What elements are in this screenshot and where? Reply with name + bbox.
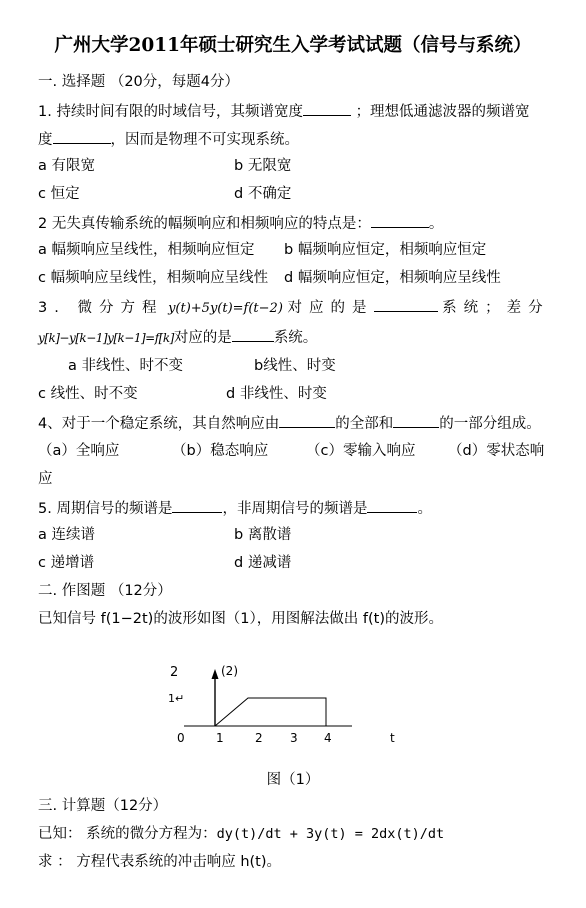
answer-blank[interactable]	[279, 412, 335, 428]
option-d: d 幅频响应恒定，相频响应呈线性	[284, 270, 501, 286]
option-b: b线性、时变	[254, 358, 336, 374]
q5-text-a: 5. 周期信号的频谱是	[38, 501, 173, 517]
option-b: b 离散谱	[234, 527, 292, 543]
question-3	[38, 296, 560, 319]
waveform-figure	[166, 656, 406, 751]
answer-blank[interactable]	[393, 412, 439, 428]
option-d: d 递减谱	[234, 555, 292, 571]
q3-text-b: 对应的是	[287, 300, 374, 316]
ask-text: 方程代表系统的冲击响应 h(t)。	[76, 854, 282, 870]
question-3-cont	[38, 326, 560, 348]
option-c: c 幅频响应呈线性，相频响应呈线性	[38, 270, 269, 286]
answer-blank[interactable]	[53, 128, 111, 144]
option-c: c 恒定	[38, 186, 80, 202]
x-axis-label: t	[390, 731, 395, 745]
option-a: a 幅频响应呈线性，相频响应恒定	[38, 242, 255, 258]
answer-blank[interactable]	[374, 296, 438, 312]
question-1-cont	[38, 128, 560, 150]
question-6: 已知信号 f(1−2t)的波形如图（1），用图解法做出 f(t)的波形。	[38, 611, 443, 627]
x-tick: 0	[177, 731, 185, 745]
option-a: a 非线性、时不变	[68, 358, 183, 374]
q1-text-a: 1. 持续时间有限的时域信号，其频谱宽度	[38, 104, 303, 120]
option-d: d 非线性、时变	[226, 386, 327, 402]
question-4	[38, 412, 560, 434]
question-7-ask	[38, 852, 560, 872]
q3-text-a: 3. 微分方程	[38, 300, 164, 316]
x-tick: 1	[216, 731, 224, 745]
q1-text-d: ，因而是物理不可实现系统。	[110, 132, 299, 148]
q5-text-b: ，非周期信号的频谱是	[222, 501, 368, 517]
q2-text-a: 2 无失真传输系统的幅频响应和相频响应的特点是：	[38, 216, 371, 232]
difference-equation: y[k]−y[k−1]y[k−1]=f[k]	[38, 331, 174, 345]
ask-label: 求 ：	[38, 854, 72, 870]
exam-title: 广州大学2011年硕士研究生入学考试试题（信号与系统）	[54, 35, 532, 56]
option-c: c 递增谱	[38, 555, 95, 571]
q3-text-d: 对应的是	[173, 330, 232, 346]
section-3-heading: 三. 计算题（12分）	[38, 798, 168, 814]
option-d-cont: 应	[38, 471, 53, 487]
q4-options-cont	[38, 469, 560, 489]
q4-text-a: 4、对于一个稳定系统，其自然响应由	[38, 416, 280, 432]
question-5	[38, 497, 560, 519]
option-a: （a）全响应	[38, 443, 120, 459]
answer-blank[interactable]	[172, 497, 222, 513]
figure-caption: 图（1）	[266, 772, 320, 788]
q3-text-e: 系统。	[273, 330, 318, 346]
q4-text-b: 的全部和	[335, 416, 394, 432]
x-tick: 4	[324, 731, 332, 745]
answer-blank[interactable]	[367, 497, 417, 513]
option-a: a 连续谱	[38, 527, 95, 543]
differential-equation: y(t)+5y(t)=f(t−2)	[168, 301, 283, 316]
q5-text-c: 。	[417, 501, 432, 517]
q3-text-c: 系统；差分	[442, 300, 550, 316]
waveform-line	[215, 698, 326, 726]
option-b: b 幅频响应恒定，相频响应恒定	[284, 242, 487, 258]
y-tick-2: 2	[170, 665, 179, 680]
q2-text-b: 。	[428, 216, 444, 232]
q4-text-c: 的一部分组成。	[439, 416, 541, 432]
impulse-arrow	[212, 669, 219, 679]
q1-text-c: 度	[38, 132, 53, 148]
answer-blank[interactable]	[303, 100, 351, 116]
y-tick-1: 1↵	[168, 692, 185, 705]
option-d: d 不确定	[234, 186, 292, 202]
question-7-given	[38, 824, 560, 844]
impulse-strength-label: (2)	[221, 664, 238, 678]
section-1-heading: 一. 选择题 （20分，每题4分）	[38, 74, 240, 90]
option-c: c 线性、时不变	[38, 386, 138, 402]
q1-text-b: ；理想低通滤波器的频谱宽	[355, 104, 530, 120]
x-tick: 3	[290, 731, 298, 745]
option-a: a 有限宽	[38, 158, 95, 174]
option-d: （d）零状态响	[448, 443, 545, 459]
system-equation: dy(t)/dt + 3y(t) = 2dx(t)/dt	[216, 826, 445, 842]
x-tick: 2	[255, 731, 263, 745]
question-1	[38, 100, 560, 122]
option-c: （c）零输入响应	[306, 443, 416, 459]
option-b: b 无限宽	[234, 158, 292, 174]
answer-blank[interactable]	[371, 212, 429, 228]
answer-blank[interactable]	[232, 326, 274, 342]
section-2-heading: 二. 作图题 （12分）	[38, 583, 172, 599]
known-label: 已知：	[38, 826, 82, 842]
known-text: 系统的微分方程为：	[86, 826, 217, 842]
option-b: （b）稳态响应	[172, 443, 269, 459]
question-2	[38, 212, 560, 234]
